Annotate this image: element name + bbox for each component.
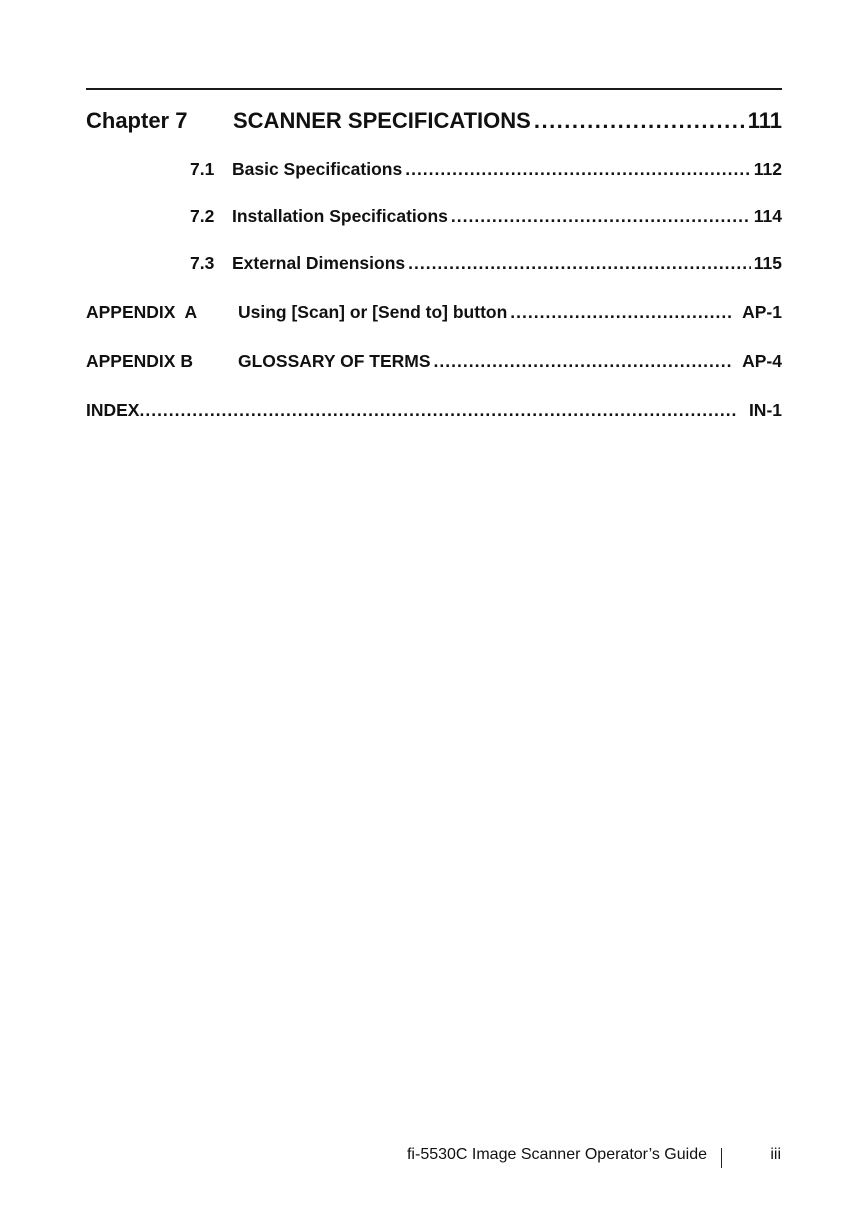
toc-appendix-entry[interactable]	[86, 351, 782, 372]
index-label: INDEX	[86, 400, 140, 420]
toc-index-entry[interactable]	[86, 400, 782, 421]
appendix-page-number: AP-4	[742, 351, 782, 371]
footer-page-number: iii	[770, 1146, 781, 1163]
toc-chapter-entry[interactable]	[86, 108, 782, 134]
toc-section-entry[interactable]	[86, 159, 782, 180]
dot-leader	[408, 253, 751, 274]
dot-leader	[534, 108, 745, 134]
section-title: External Dimensions	[232, 253, 406, 273]
appendix-label: APPENDIX B	[86, 351, 193, 371]
section-page-number: 115	[753, 253, 782, 273]
section-number: 7.2	[190, 206, 215, 226]
appendix-title: GLOSSARY OF TERMS	[238, 351, 431, 371]
chapter-title: SCANNER SPECIFICATIONS	[233, 108, 531, 133]
dot-leader	[139, 400, 735, 421]
appendix-label: APPENDIX A	[86, 302, 198, 322]
footer-divider	[721, 1148, 722, 1168]
index-page-number: IN-1	[748, 400, 782, 420]
dot-leader	[405, 159, 751, 180]
page-footer	[0, 1146, 867, 1170]
section-title: Basic Specifications	[232, 159, 403, 179]
dot-leader	[451, 206, 751, 227]
chapter-label: Chapter 7	[86, 108, 188, 133]
chapter-page-number: 111	[747, 108, 782, 133]
appendix-title: Using [Scan] or [Send to] button	[238, 302, 508, 322]
section-number: 7.1	[190, 159, 215, 179]
section-title: Installation Specifications	[232, 206, 448, 226]
section-page-number: 114	[753, 206, 782, 226]
dot-leader	[434, 351, 732, 372]
toc-section-entry[interactable]	[86, 253, 782, 274]
toc-section-entry[interactable]	[86, 206, 782, 227]
section-number: 7.3	[190, 253, 215, 273]
section-page-number: 112	[753, 159, 782, 179]
top-rule	[86, 88, 782, 90]
dot-leader	[510, 302, 731, 323]
footer-guide-title: fi-5530C Image Scanner Operator’s Guide	[406, 1146, 707, 1163]
appendix-page-number: AP-1	[742, 302, 782, 322]
toc-appendix-entry[interactable]	[86, 302, 782, 323]
